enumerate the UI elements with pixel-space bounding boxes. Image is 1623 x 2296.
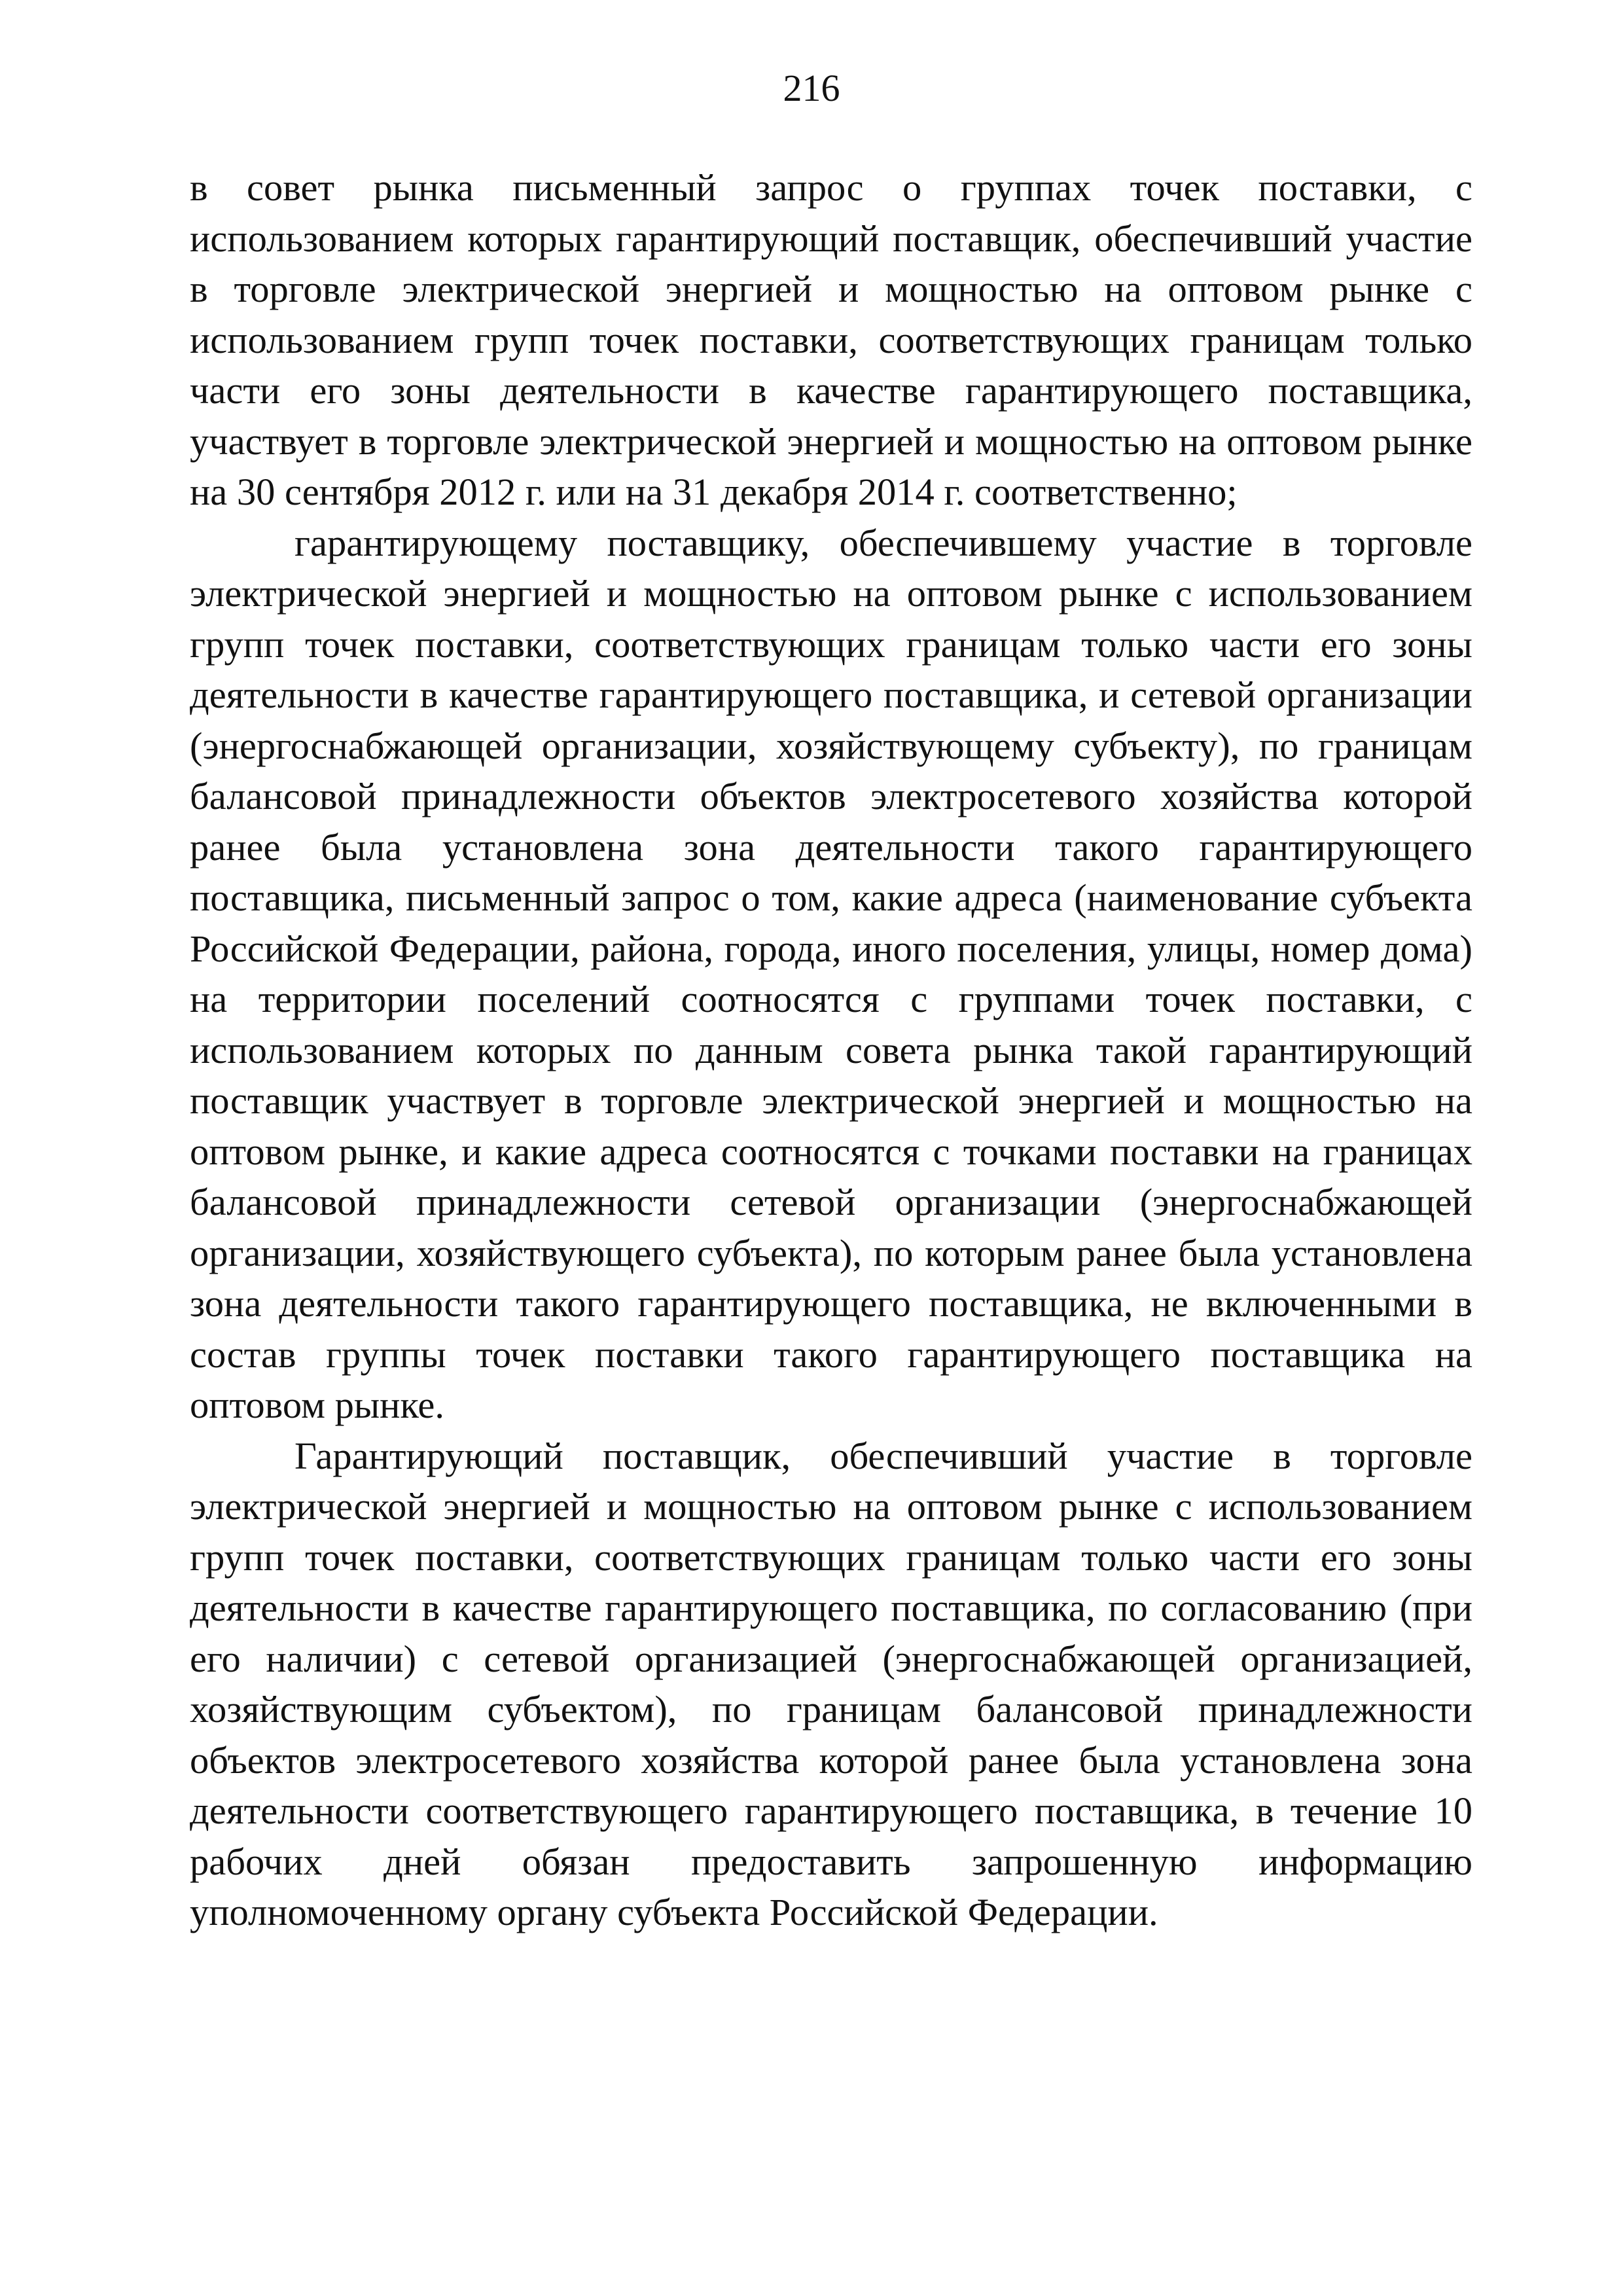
page-number: 216	[783, 67, 840, 109]
paragraph-continuation: в совет рынка письменный запрос о группах точек поставки, с использованием которых гарантирующий поставщик, обеспечивший участие в торговле электрической энергией и мощностью на оптовом рынке с использованием групп точек поставки, соответствующих границам только части его зоны деятельности в качестве гарантирующего поставщика, участвует в торговле электрической энергией и мощностью на оптовом рынке на 30 сентября 2012 г. или на 31 декабря 2014 г. соответственно;	[190, 166, 1472, 513]
document-body	[190, 162, 1472, 1938]
paragraph-supplier-request: гарантирующему поставщику, обеспечившему участие в торговле электрической энергией и мощностью на оптовом рынке с использованием групп точек поставки, соответствующих границам только части его зоны деятельности в качестве гарантирующего поставщика, и сетевой организации (энергоснабжающей организации, хозяйствующему субъекту), по границам балансовой принадлежности объектов электросетевого хозяйства которой ранее была установлена зона деятельности такого гарантирующего поставщика, письменный запрос о том, какие адреса (наименование субъекта Российской Федерации, района, города, иного поселения, улицы, номер дома) на территории поселений соотносятся с группами точек поставки, с использованием которых по данным совета рынка такой гарантирующий поставщик участвует в торговле электрической энергией и мощностью на оптовом рынке, и какие адреса соотносятся с точками поставки на границах балансовой принадлежности сетевой организации (энергоснабжающей организации, хозяйствующего субъекта), по которым ранее была установлена зона деятельности такого гарантирующего поставщика, не включенными в состав группы точек поставки такого гарантирующего поставщика на оптовом рынке.	[190, 521, 1472, 1426]
paragraph-supplier-obligation: Гарантирующий поставщик, обеспечивший участие в торговле электрической энергией и мощностью на оптовом рынке с использованием групп точек поставки, соответствующих границам только части его зоны деятельности в качестве гарантирующего поставщика, по согласованию (при его наличии) с сетевой организацией (энергоснабжающей организацией, хозяйствующим субъектом), по границам балансовой принадлежности объектов электросетевого хозяйства которой ранее была установлена зона деятельности соответствующего гарантирующего поставщика, в течение 10 рабочих дней обязан предоставить запрошенную информацию уполномоченному органу субъекта Российской Федерации.	[190, 1434, 1472, 1933]
